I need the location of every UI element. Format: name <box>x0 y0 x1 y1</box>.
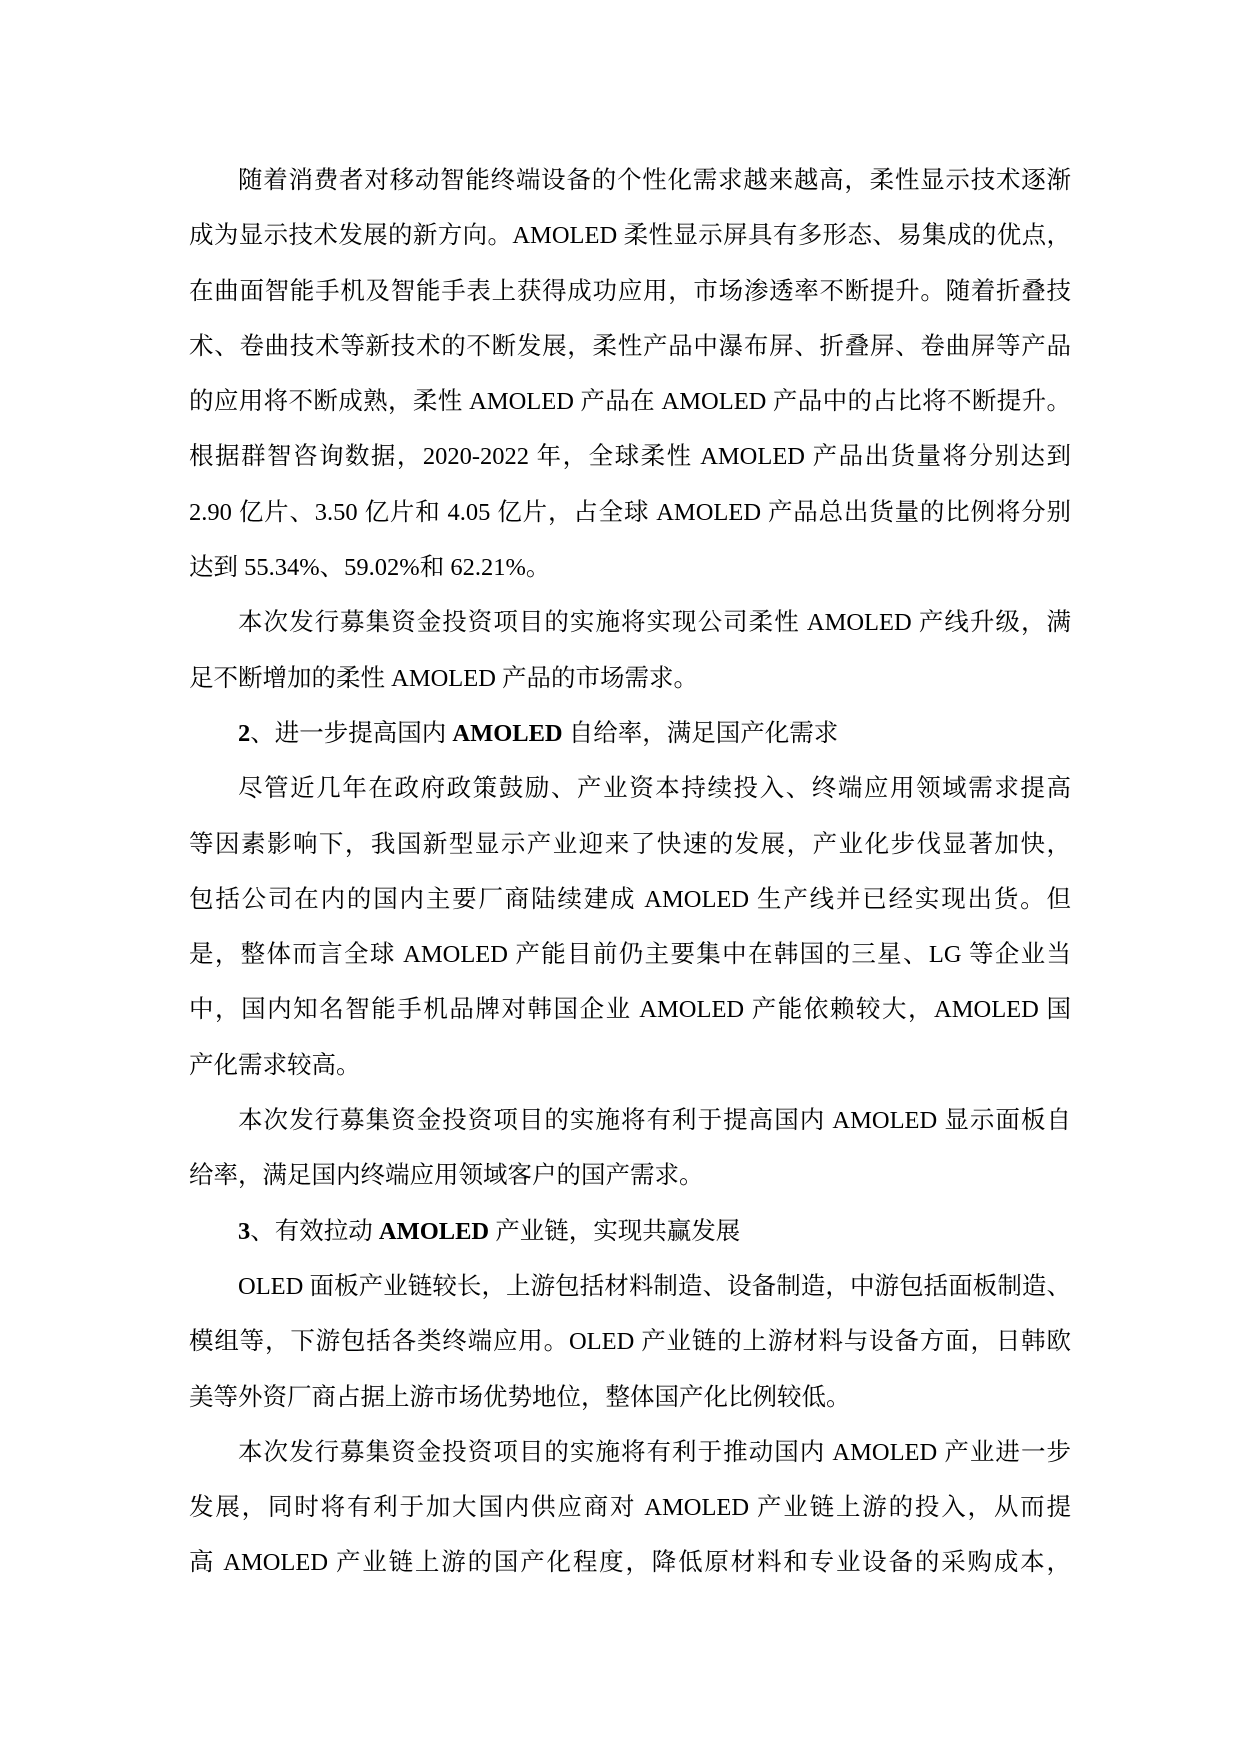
document-body <box>189 153 1071 1591</box>
paragraph <box>189 1093 1071 1204</box>
text-line: 2.90 亿片、3.50 亿片和 4.05 亿片，占全球 AMOLED 产品总出货量的比例将分别 <box>189 498 1071 526</box>
text-line: 本次发行募集资金投资项目的实施将有利于推动国内 AMOLED 产业进一步 <box>238 1438 1071 1466</box>
text-line: OLED 面板产业链较长，上游包括材料制造、设备制造，中游包括面板制造、 <box>238 1272 1071 1300</box>
text-line: 等因素影响下，我国新型显示产业迎来了快速的发展，产业化步伐显著加快， <box>189 830 1071 858</box>
heading-text: 2 <box>238 719 251 747</box>
text-line: 本次发行募集资金投资项目的实施将有利于提高国内 AMOLED 显示面板自 <box>238 1107 1071 1135</box>
text-line: 是，整体而言全球 AMOLED 产能目前仍主要集中在韩国的三星、LG 等企业当 <box>189 941 1071 969</box>
paragraph <box>189 153 1071 595</box>
text-line: 在曲面智能手机及智能手表上获得成功应用，市场渗透率不断提升。随着折叠技 <box>189 277 1071 305</box>
text-line: 尽管近几年在政府政策鼓励、产业资本持续投入、终端应用领域需求提高 <box>238 775 1071 803</box>
heading-text: 、进一步提高国内 <box>250 719 453 747</box>
text-line: 中，国内知名智能手机品牌对韩国企业 AMOLED 产能依赖较大，AMOLED 国 <box>189 996 1071 1024</box>
text-line: 术、卷曲技术等新技术的不断发展，柔性产品中瀑布屏、折叠屏、卷曲屏等产品 <box>189 332 1071 360</box>
paragraph <box>189 1425 1071 1591</box>
heading-text: 3 <box>238 1217 251 1245</box>
section-heading <box>189 1204 1071 1259</box>
section-heading <box>189 706 1071 761</box>
text-line: 成为显示技术发展的新方向。AMOLED 柔性显示屏具有多形态、易集成的优点， <box>189 222 1071 250</box>
heading-text: 、有效拉动 <box>250 1217 379 1245</box>
heading-line <box>189 706 1071 761</box>
heading-line <box>189 1204 1071 1259</box>
heading-text: AMOLED <box>378 1217 490 1245</box>
paragraph <box>189 761 1071 1093</box>
text-line: 达到 55.34%、59.02%和 62.21%。 <box>189 554 551 582</box>
text-line: 本次发行募集资金投资项目的实施将实现公司柔性 AMOLED 产线升级，满 <box>238 609 1071 637</box>
heading-text: 自给率，满足国产化需求 <box>562 719 839 747</box>
text-line: 高 AMOLED 产业链上游的国产化程度，降低原材料和专业设备的采购成本， <box>189 1549 1071 1577</box>
heading-text: AMOLED <box>452 719 563 747</box>
text-line: 发展，同时将有利于加大国内供应商对 AMOLED 产业链上游的投入，从而提 <box>189 1494 1071 1522</box>
text-line: 足不断增加的柔性 AMOLED 产品的市场需求。 <box>189 664 699 692</box>
paragraph <box>189 1259 1071 1425</box>
text-line: 产化需求较高。 <box>189 1051 361 1079</box>
paragraph <box>189 595 1071 706</box>
text-line: 模组等，下游包括各类终端应用。OLED 产业链的上游材料与设备方面，日韩欧 <box>189 1328 1071 1356</box>
text-line: 包括公司在内的国内主要厂商陆续建成 AMOLED 生产线并已经实现出货。但 <box>189 885 1071 913</box>
text-line: 随着消费者对移动智能终端设备的个性化需求越来越高，柔性显示技术逐渐 <box>238 167 1071 194</box>
text-line: 根据群智咨询数据，2020-2022 年，全球柔性 AMOLED 产品出货量将分别达到 <box>189 443 1071 471</box>
heading-text: 产业链，实现共赢发展 <box>489 1217 741 1245</box>
text-line: 给率，满足国内终端应用领域客户的国产需求。 <box>189 1162 704 1190</box>
text-line: 的应用将不断成熟，柔性 AMOLED 产品在 AMOLED 产品中的占比将不断提升。 <box>189 388 1071 416</box>
text-line: 美等外资厂商占据上游市场优势地位，整体国产化比例较低。 <box>189 1383 851 1411</box>
